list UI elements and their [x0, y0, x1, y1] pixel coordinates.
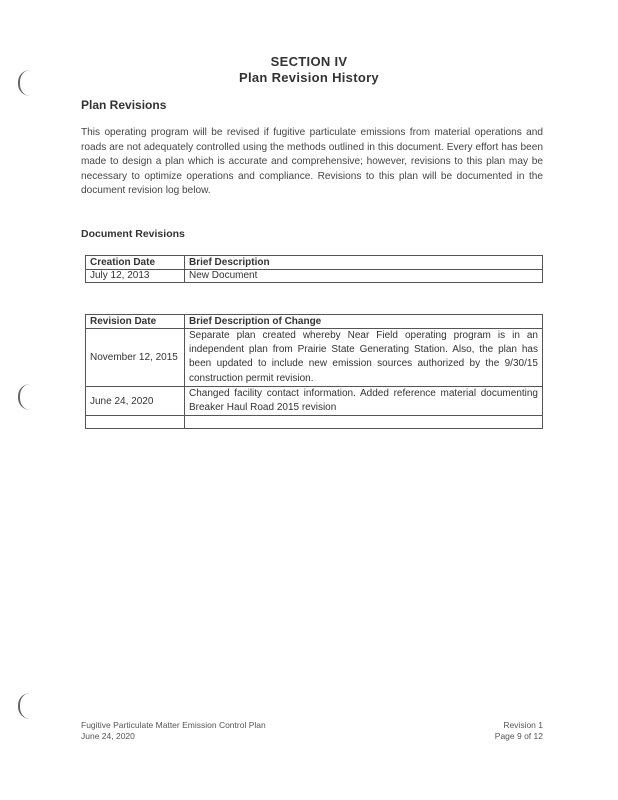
footer-date: June 24, 2020: [81, 731, 135, 741]
column-header: Revision Date: [86, 315, 185, 329]
table-row: [86, 387, 543, 416]
revision-description-cell: [185, 416, 543, 429]
table-row: [86, 270, 543, 283]
table-header-row: [86, 315, 543, 329]
creation-table: [85, 255, 543, 283]
plan-revisions-paragraph: This operating program will be revised if fugitive particulate emissions from material operations and roads are not adequately controlled using the methods outlined in this document. Every effort has been made to design a plan which is accurate and comprehensive; however, revisions to this plan may be necessary to optimize operations and compliance. Revisions to this plan will be documented in the document revision log below.: [81, 127, 543, 196]
section-title: SECTION IV: [270, 54, 348, 69]
column-header: Brief Description of Change: [185, 315, 543, 329]
footer-page-number: Page 9 of 12: [494, 731, 543, 741]
revision-date-cell: June 24, 2020: [86, 387, 185, 416]
revision-description-cell: Changed facility contact information. Added reference material documenting Breaker Haul Road 2015 revision: [185, 387, 543, 416]
binder-hole-mark: [18, 384, 30, 410]
column-header: Creation Date: [86, 256, 185, 270]
section-subtitle: Plan Revision History: [239, 70, 379, 85]
footer-revision: Revision 1: [503, 720, 543, 730]
revision-date-cell: [86, 416, 185, 429]
table-header-row: [86, 256, 543, 270]
footer-plan-title: Fugitive Particulate Matter Emission Control Plan: [81, 720, 266, 730]
column-header: Brief Description: [185, 256, 543, 270]
creation-date-cell: July 12, 2013: [86, 270, 185, 283]
footer-right: [495, 720, 543, 742]
table-row: [86, 416, 543, 429]
table-row: [86, 329, 543, 387]
revision-date-cell: November 12, 2015: [86, 329, 185, 387]
creation-description-cell: New Document: [185, 270, 543, 283]
document-revisions-heading: Document Revisions: [81, 228, 185, 240]
plan-revisions-heading: Plan Revisions: [81, 98, 167, 112]
footer-left: [81, 720, 266, 742]
revision-table: [85, 314, 543, 429]
revision-description-cell: Separate plan created whereby Near Field operating program is in an independent plan from Prairie State Generating Station. Also, the plan has been updated to include new emission sources authorized by the 9/30/15 construction permit revision.: [185, 329, 543, 387]
binder-hole-mark: [18, 693, 30, 719]
